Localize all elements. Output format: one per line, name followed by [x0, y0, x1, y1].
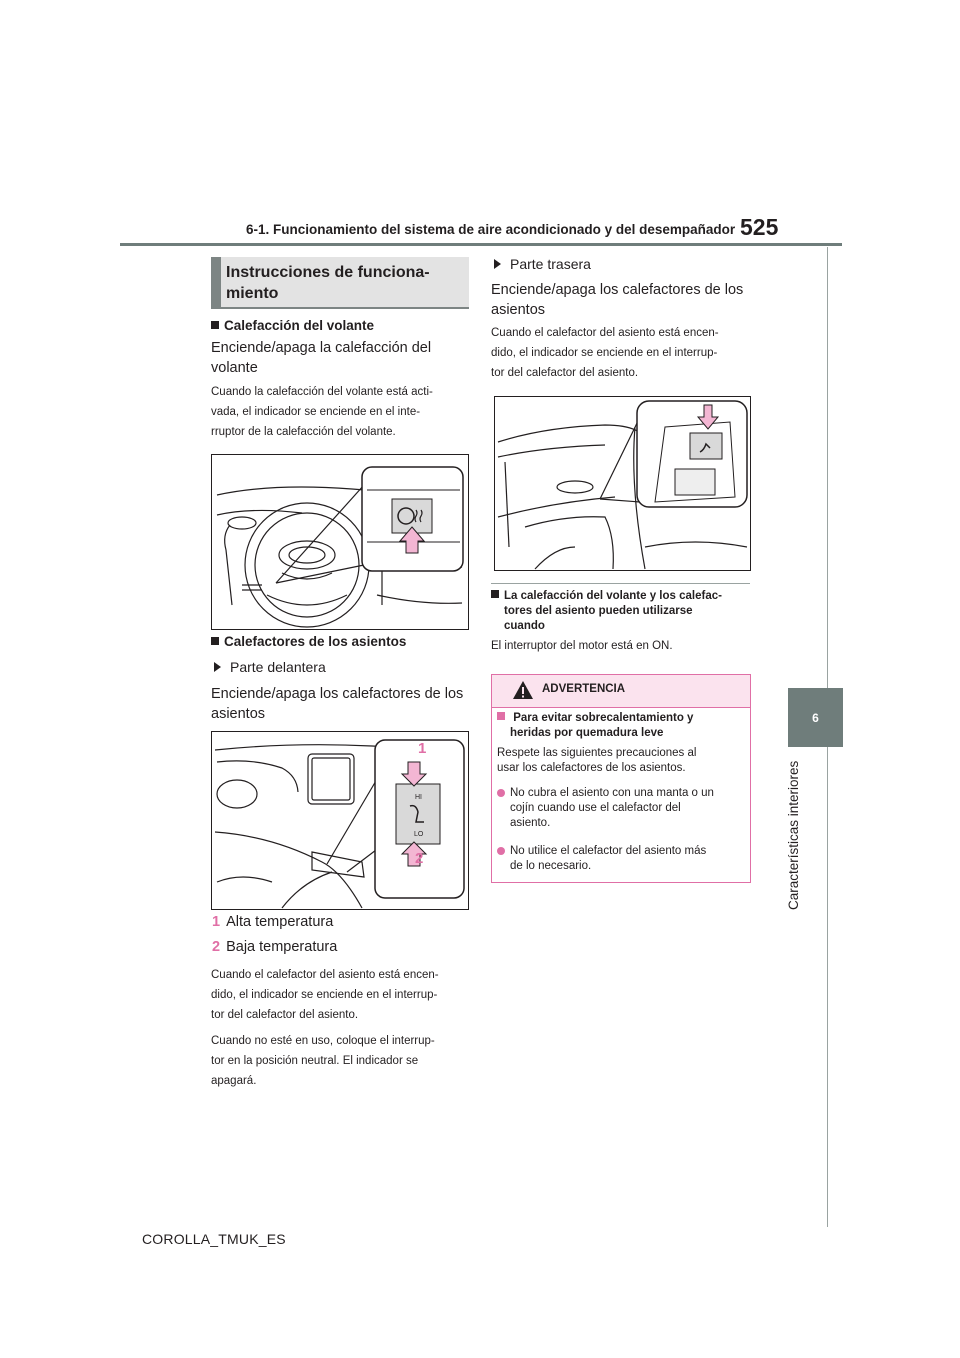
warning-item: No utilice el calefactor del asiento más de lo necesario. — [497, 844, 706, 874]
figure-label-2: 2 — [415, 850, 424, 867]
neutral-note: Cuando no esté en uso, coloque el interrup- tor en la posición neutral. El indicador se apagará. — [211, 1035, 435, 1087]
chapter-label: Características interiores — [786, 760, 801, 910]
chapter-number: 6 — [812, 710, 819, 725]
rear-seat-switch-illustration — [495, 397, 750, 570]
chapter-tab[interactable] — [788, 688, 843, 747]
front-seat-switch-illustration — [212, 732, 468, 909]
legend-item: 2 Baja temperatura — [212, 939, 338, 955]
steering-wheel-illustration — [212, 455, 468, 629]
steering-heating-text: Enciende/apaga la calefacción del volante — [211, 340, 432, 376]
header-rule — [120, 243, 842, 246]
indicator-lines — [276, 485, 364, 583]
usable-text: El interruptor del motor está en ON. — [491, 640, 673, 652]
front-seat-switch-figure — [211, 731, 469, 910]
svg-text:LO: LO — [414, 831, 424, 838]
usable-heading: La calefacción del volante y los calefac- tores del asiento pueden utilizarse cuando — [491, 589, 722, 634]
warning-header — [492, 675, 750, 708]
front-heading: Parte delantera — [214, 659, 326, 675]
page-number: 525 — [740, 214, 779, 240]
steering-wheel-figure — [211, 454, 469, 630]
warning-intro: Respete las siguientes precauciones al usar los calefactores de los asientos. — [497, 747, 697, 774]
seat-heaters-heading: Calefactores de los asientos — [211, 634, 406, 649]
header-section-title: 6-1. Funcionamiento del sistema de aire acondicionado y del desempañador — [246, 222, 736, 237]
rear-text: Enciende/apaga los calefactores de los asientos — [491, 282, 744, 318]
steering-heating-note: Cuando la calefacción del volante está acti- vada, el indicador se enciende en el inte- rruptor de la calefacción del volante. — [211, 386, 433, 438]
section-heading: Instrucciones de funciona- miento — [211, 257, 469, 309]
legend-item: 1 Alta temperatura — [212, 914, 334, 930]
svg-text:HI: HI — [415, 794, 422, 801]
steering-heating-heading: Calefacción del volante — [211, 318, 374, 333]
warning-item: No cubra el asiento con una manta o un cojín cuando use el calefactor del asiento. — [497, 786, 714, 831]
rear-note: Cuando el calefactor del asiento está encen- dido, el indicador se enciende en el interrup- tor del calefactor del asiento. — [491, 327, 719, 379]
front-text: Enciende/apaga los calefactores de los asientos — [211, 686, 464, 722]
warning-box — [491, 674, 751, 883]
front-note: Cuando el calefactor del asiento está encen- dido, el indicador se enciende en el interrup- tor del calefactor del asiento. — [211, 969, 439, 1021]
warning-subheading: Para evitar sobrecalentamiento y heridas por quemadura leve — [497, 711, 693, 741]
rear-seat-switch-figure — [494, 396, 751, 571]
warning-icon — [512, 680, 534, 700]
footer-model-code: COROLLA_TMUK_ES — [142, 1231, 286, 1247]
warning-title: ADVERTENCIA — [542, 683, 626, 695]
divider — [491, 583, 750, 584]
figure-label-1: 1 — [418, 740, 427, 757]
rear-heading: Parte trasera — [494, 256, 591, 272]
